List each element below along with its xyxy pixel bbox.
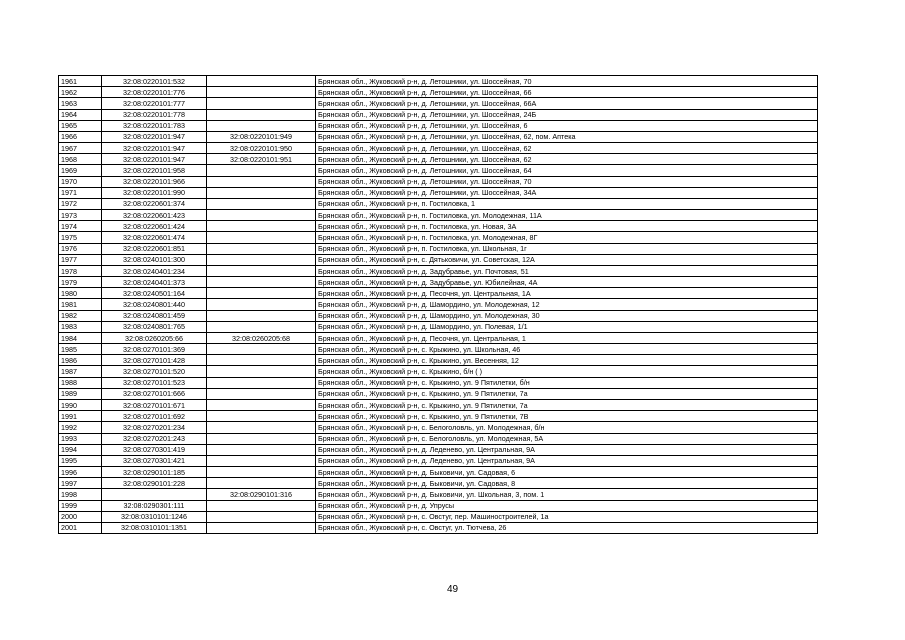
- cadastral-number-cell: 32:08:0270101:520: [102, 366, 207, 377]
- row-number-cell: 1988: [59, 377, 102, 388]
- address-cell: Брянская обл., Жуковский р-н, п. Гостиловка, ул. Школьная, 1г: [316, 243, 818, 254]
- row-number-cell: 1979: [59, 277, 102, 288]
- address-cell: Брянская обл., Жуковский р-н, д. Задубравье, ул. Юбилейная, 4А: [316, 277, 818, 288]
- table-row: [59, 254, 818, 265]
- table-row: [59, 98, 818, 109]
- table-row: [59, 187, 818, 198]
- table-row: [59, 388, 818, 399]
- address-cell: Брянская обл., Жуковский р-н, д. Летошники, ул. Шоссейная, 64: [316, 165, 818, 176]
- related-cadastral-number-cell: [207, 265, 316, 276]
- table-row: [59, 399, 818, 410]
- related-cadastral-number-cell: [207, 187, 316, 198]
- row-number-cell: 1995: [59, 455, 102, 466]
- address-cell: Брянская обл., Жуковский р-н, с. Крыжино, ул. Весенняя, 12: [316, 355, 818, 366]
- row-number-cell: 1978: [59, 265, 102, 276]
- related-cadastral-number-cell: [207, 355, 316, 366]
- address-cell: Брянская обл., Жуковский р-н, д. Быковичи, ул. Садовая, 6: [316, 467, 818, 478]
- table-row: [59, 87, 818, 98]
- cadastral-number-cell: 32:08:0220101:776: [102, 87, 207, 98]
- table-row: [59, 265, 818, 276]
- related-cadastral-number-cell: [207, 366, 316, 377]
- related-cadastral-number-cell: [207, 399, 316, 410]
- cadastral-number-cell: 32:08:0290101:228: [102, 478, 207, 489]
- related-cadastral-number-cell: [207, 210, 316, 221]
- address-cell: Брянская обл., Жуковский р-н, д. Летошники, ул. Шоссейная, 70: [316, 176, 818, 187]
- cadastral-number-cell: 32:08:0270201:243: [102, 433, 207, 444]
- cadastral-number-cell: 32:08:0290101:185: [102, 467, 207, 478]
- row-number-cell: 1962: [59, 87, 102, 98]
- related-cadastral-number-cell: [207, 254, 316, 265]
- cadastral-number-cell: 32:08:0270101:369: [102, 344, 207, 355]
- address-cell: Брянская обл., Жуковский р-н, с. Белоголовль, ул. Молодежная, б/н: [316, 422, 818, 433]
- cadastral-number-cell: 32:08:0220101:958: [102, 165, 207, 176]
- related-cadastral-number-cell: [207, 433, 316, 444]
- address-cell: Брянская обл., Жуковский р-н, с. Белоголовль, ул. Молодежная, 5А: [316, 433, 818, 444]
- address-cell: Брянская обл., Жуковский р-н, с. Дятьковичи, ул. Советская, 12А: [316, 254, 818, 265]
- table-row: [59, 143, 818, 154]
- row-number-cell: 1977: [59, 254, 102, 265]
- table-row: [59, 500, 818, 511]
- cadastral-number-cell: 32:08:0260205:66: [102, 332, 207, 343]
- row-number-cell: 1983: [59, 321, 102, 332]
- address-cell: Брянская обл., Жуковский р-н, с. Овстуг, пер. Машиностроителей, 1а: [316, 511, 818, 522]
- related-cadastral-number-cell: [207, 243, 316, 254]
- table-row: [59, 377, 818, 388]
- row-number-cell: 1974: [59, 221, 102, 232]
- row-number-cell: 1991: [59, 411, 102, 422]
- address-cell: Брянская обл., Жуковский р-н, д. Леденево, ул. Центральная, 9А: [316, 455, 818, 466]
- address-cell: Брянская обл., Жуковский р-н, с. Крыжино, ул. 9 Пятилетки, 7В: [316, 411, 818, 422]
- address-cell: Брянская обл., Жуковский р-н, п. Гостиловка, ул. Молодежная, 11А: [316, 210, 818, 221]
- cadastral-number-cell: 32:08:0270101:666: [102, 388, 207, 399]
- related-cadastral-number-cell: [207, 511, 316, 522]
- table-row: [59, 433, 818, 444]
- related-cadastral-number-cell: [207, 388, 316, 399]
- address-cell: Брянская обл., Жуковский р-н, д. Летошники, ул. Шоссейная, 70: [316, 76, 818, 87]
- row-number-cell: 1982: [59, 310, 102, 321]
- table-row: [59, 109, 818, 120]
- cadastral-number-cell: 32:08:0220101:777: [102, 98, 207, 109]
- row-number-cell: 2001: [59, 522, 102, 533]
- address-cell: Брянская обл., Жуковский р-н, д. Летошники, ул. Шоссейная, 66: [316, 87, 818, 98]
- cadastral-number-cell: 32:08:0240801:459: [102, 310, 207, 321]
- related-cadastral-number-cell: [207, 299, 316, 310]
- row-number-cell: 1981: [59, 299, 102, 310]
- address-cell: Брянская обл., Жуковский р-н, п. Гостиловка, 1: [316, 198, 818, 209]
- address-cell: Брянская обл., Жуковский р-н, п. Гостиловка, ул. Молодежная, 8Г: [316, 232, 818, 243]
- address-cell: Брянская обл., Жуковский р-н, д. Летошники, ул. Шоссейная, 62, пом. Аптека: [316, 131, 818, 142]
- related-cadastral-number-cell: 32:08:0220101:949: [207, 131, 316, 142]
- related-cadastral-number-cell: [207, 321, 316, 332]
- row-number-cell: 1967: [59, 143, 102, 154]
- row-number-cell: 1994: [59, 444, 102, 455]
- cadastral-number-cell: 32:08:0270101:692: [102, 411, 207, 422]
- row-number-cell: 1992: [59, 422, 102, 433]
- related-cadastral-number-cell: [207, 109, 316, 120]
- cadastral-number-cell: 32:08:0240801:765: [102, 321, 207, 332]
- table-row: [59, 355, 818, 366]
- table-row: [59, 243, 818, 254]
- table-row: [59, 366, 818, 377]
- cadastral-number-cell: 32:08:0270301:419: [102, 444, 207, 455]
- address-cell: Брянская обл., Жуковский р-н, д. Задубравье, ул. Почтовая, 51: [316, 265, 818, 276]
- related-cadastral-number-cell: [207, 455, 316, 466]
- related-cadastral-number-cell: 32:08:0260205:68: [207, 332, 316, 343]
- table-row: [59, 165, 818, 176]
- address-cell: Брянская обл., Жуковский р-н, п. Гостиловка, ул. Новая, 3А: [316, 221, 818, 232]
- address-cell: Брянская обл., Жуковский р-н, с. Крыжино, б/н ( ): [316, 366, 818, 377]
- address-cell: Брянская обл., Жуковский р-н, д. Шамордино, ул. Полевая, 1/1: [316, 321, 818, 332]
- row-number-cell: 1998: [59, 489, 102, 500]
- row-number-cell: 1963: [59, 98, 102, 109]
- table-row: [59, 176, 818, 187]
- row-number-cell: 1985: [59, 344, 102, 355]
- address-cell: Брянская обл., Жуковский р-н, д. Летошники, ул. Шоссейная, 62: [316, 143, 818, 154]
- related-cadastral-number-cell: [207, 288, 316, 299]
- related-cadastral-number-cell: [207, 411, 316, 422]
- related-cadastral-number-cell: [207, 232, 316, 243]
- row-number-cell: 1987: [59, 366, 102, 377]
- cadastral-number-cell: 32:08:0240501:164: [102, 288, 207, 299]
- table-body: [59, 76, 818, 534]
- cadastral-number-cell: 32:08:0220101:990: [102, 187, 207, 198]
- related-cadastral-number-cell: [207, 98, 316, 109]
- cadastral-number-cell: 32:08:0270101:523: [102, 377, 207, 388]
- table-row: [59, 76, 818, 87]
- cadastral-number-cell: [102, 489, 207, 500]
- cadastral-number-cell: 32:08:0220601:474: [102, 232, 207, 243]
- cadastral-number-cell: 32:08:0290301:111: [102, 500, 207, 511]
- table-row: [59, 467, 818, 478]
- row-number-cell: 2000: [59, 511, 102, 522]
- table-row: [59, 455, 818, 466]
- cadastral-number-cell: 32:08:0310101:1351: [102, 522, 207, 533]
- address-cell: Брянская обл., Жуковский р-н, д. Летошники, ул. Шоссейная, 24Б: [316, 109, 818, 120]
- cadastral-number-cell: 32:08:0220101:783: [102, 120, 207, 131]
- address-cell: Брянская обл., Жуковский р-н, д. Летошники, ул. Шоссейная, 6: [316, 120, 818, 131]
- cadastral-number-cell: 32:08:0220101:947: [102, 154, 207, 165]
- related-cadastral-number-cell: [207, 344, 316, 355]
- related-cadastral-number-cell: [207, 198, 316, 209]
- cadastral-number-cell: 32:08:0270101:671: [102, 399, 207, 410]
- table-row: [59, 422, 818, 433]
- table-row: [59, 288, 818, 299]
- row-number-cell: 1973: [59, 210, 102, 221]
- related-cadastral-number-cell: [207, 444, 316, 455]
- table-row: [59, 277, 818, 288]
- cadastral-number-cell: 32:08:0270301:421: [102, 455, 207, 466]
- related-cadastral-number-cell: 32:08:0220101:951: [207, 154, 316, 165]
- row-number-cell: 1970: [59, 176, 102, 187]
- address-cell: Брянская обл., Жуковский р-н, д. Быковичи, ул. Школьная, 3, пом. 1: [316, 489, 818, 500]
- cadastral-number-cell: 32:08:0220101:778: [102, 109, 207, 120]
- table-row: [59, 444, 818, 455]
- related-cadastral-number-cell: [207, 176, 316, 187]
- table-row: [59, 154, 818, 165]
- table-row: [59, 232, 818, 243]
- table-row: [59, 478, 818, 489]
- row-number-cell: 1990: [59, 399, 102, 410]
- address-cell: Брянская обл., Жуковский р-н, с. Крыжино, ул. 9 Пятилетки, 7а: [316, 399, 818, 410]
- address-cell: Брянская обл., Жуковский р-н, д. Шамордино, ул. Молодежная, 30: [316, 310, 818, 321]
- address-cell: Брянская обл., Жуковский р-н, д. Песочня, ул. Центральная, 1А: [316, 288, 818, 299]
- related-cadastral-number-cell: [207, 522, 316, 533]
- table-row: [59, 299, 818, 310]
- row-number-cell: 1975: [59, 232, 102, 243]
- table-row: [59, 489, 818, 500]
- related-cadastral-number-cell: [207, 478, 316, 489]
- address-cell: Брянская обл., Жуковский р-н, с. Крыжино, ул. 9 Пятилетки, б/н: [316, 377, 818, 388]
- related-cadastral-number-cell: [207, 467, 316, 478]
- row-number-cell: 1969: [59, 165, 102, 176]
- table-row: [59, 344, 818, 355]
- cadastral-number-cell: 32:08:0240801:440: [102, 299, 207, 310]
- address-cell: Брянская обл., Жуковский р-н, с. Овстуг, ул. Тютчева, 26: [316, 522, 818, 533]
- row-number-cell: 1976: [59, 243, 102, 254]
- address-cell: Брянская обл., Жуковский р-н, д. Упрусы: [316, 500, 818, 511]
- row-number-cell: 1971: [59, 187, 102, 198]
- row-number-cell: 1965: [59, 120, 102, 131]
- row-number-cell: 1984: [59, 332, 102, 343]
- related-cadastral-number-cell: [207, 87, 316, 98]
- row-number-cell: 1980: [59, 288, 102, 299]
- row-number-cell: 1961: [59, 76, 102, 87]
- cadastral-number-cell: 32:08:0220601:374: [102, 198, 207, 209]
- related-cadastral-number-cell: [207, 76, 316, 87]
- cadastral-number-cell: 32:08:0220601:851: [102, 243, 207, 254]
- related-cadastral-number-cell: [207, 500, 316, 511]
- row-number-cell: 1968: [59, 154, 102, 165]
- address-cell: Брянская обл., Жуковский р-н, д. Летошники, ул. Шоссейная, 34А: [316, 187, 818, 198]
- row-number-cell: 1999: [59, 500, 102, 511]
- row-number-cell: 1997: [59, 478, 102, 489]
- page-number: 49: [446, 584, 459, 595]
- cadastral-number-cell: 32:08:0240401:234: [102, 265, 207, 276]
- table-row: [59, 522, 818, 533]
- table-row: [59, 511, 818, 522]
- row-number-cell: 1993: [59, 433, 102, 444]
- cadastral-number-cell: 32:08:0270101:428: [102, 355, 207, 366]
- related-cadastral-number-cell: [207, 120, 316, 131]
- cadastral-number-cell: 32:08:0220101:966: [102, 176, 207, 187]
- related-cadastral-number-cell: [207, 422, 316, 433]
- address-cell: Брянская обл., Жуковский р-н, с. Крыжино, ул. 9 Пятилетки, 7а: [316, 388, 818, 399]
- table-row: [59, 120, 818, 131]
- cadastral-number-cell: 32:08:0220601:423: [102, 210, 207, 221]
- row-number-cell: 1986: [59, 355, 102, 366]
- related-cadastral-number-cell: [207, 310, 316, 321]
- related-cadastral-number-cell: [207, 165, 316, 176]
- related-cadastral-number-cell: [207, 277, 316, 288]
- cadastral-number-cell: 32:08:0310101:1246: [102, 511, 207, 522]
- address-cell: Брянская обл., Жуковский р-н, д. Шамордино, ул. Молодежная, 12: [316, 299, 818, 310]
- table-row: [59, 198, 818, 209]
- address-cell: Брянская обл., Жуковский р-н, д. Летошники, ул. Шоссейная, 62: [316, 154, 818, 165]
- row-number-cell: 1964: [59, 109, 102, 120]
- related-cadastral-number-cell: [207, 377, 316, 388]
- address-cell: Брянская обл., Жуковский р-н, д. Леденево, ул. Центральная, 9А: [316, 444, 818, 455]
- table-row: [59, 131, 818, 142]
- cadastral-number-cell: 32:08:0270201:234: [102, 422, 207, 433]
- table-row: [59, 310, 818, 321]
- cadastral-number-cell: 32:08:0220101:947: [102, 131, 207, 142]
- row-number-cell: 1996: [59, 467, 102, 478]
- cadastral-number-cell: 32:08:0220101:532: [102, 76, 207, 87]
- table-row: [59, 411, 818, 422]
- address-cell: Брянская обл., Жуковский р-н, д. Летошники, ул. Шоссейная, 66А: [316, 98, 818, 109]
- address-cell: Брянская обл., Жуковский р-н, с. Крыжино, ул. Школьная, 46: [316, 344, 818, 355]
- cadastral-number-cell: 32:08:0240401:373: [102, 277, 207, 288]
- property-registry-table: [58, 75, 818, 534]
- table-row: [59, 321, 818, 332]
- related-cadastral-number-cell: [207, 221, 316, 232]
- cadastral-number-cell: 32:08:0220101:947: [102, 143, 207, 154]
- cadastral-number-cell: 32:08:0240101:300: [102, 254, 207, 265]
- related-cadastral-number-cell: 32:08:0290101:316: [207, 489, 316, 500]
- cadastral-number-cell: 32:08:0220601:424: [102, 221, 207, 232]
- address-cell: Брянская обл., Жуковский р-н, д. Быковичи, ул. Садовая, 8: [316, 478, 818, 489]
- address-cell: Брянская обл., Жуковский р-н, д. Песочня, ул. Центральная, 1: [316, 332, 818, 343]
- table-row: [59, 210, 818, 221]
- row-number-cell: 1972: [59, 198, 102, 209]
- row-number-cell: 1989: [59, 388, 102, 399]
- table-row: [59, 221, 818, 232]
- related-cadastral-number-cell: 32:08:0220101:950: [207, 143, 316, 154]
- row-number-cell: 1966: [59, 131, 102, 142]
- table-row: [59, 332, 818, 343]
